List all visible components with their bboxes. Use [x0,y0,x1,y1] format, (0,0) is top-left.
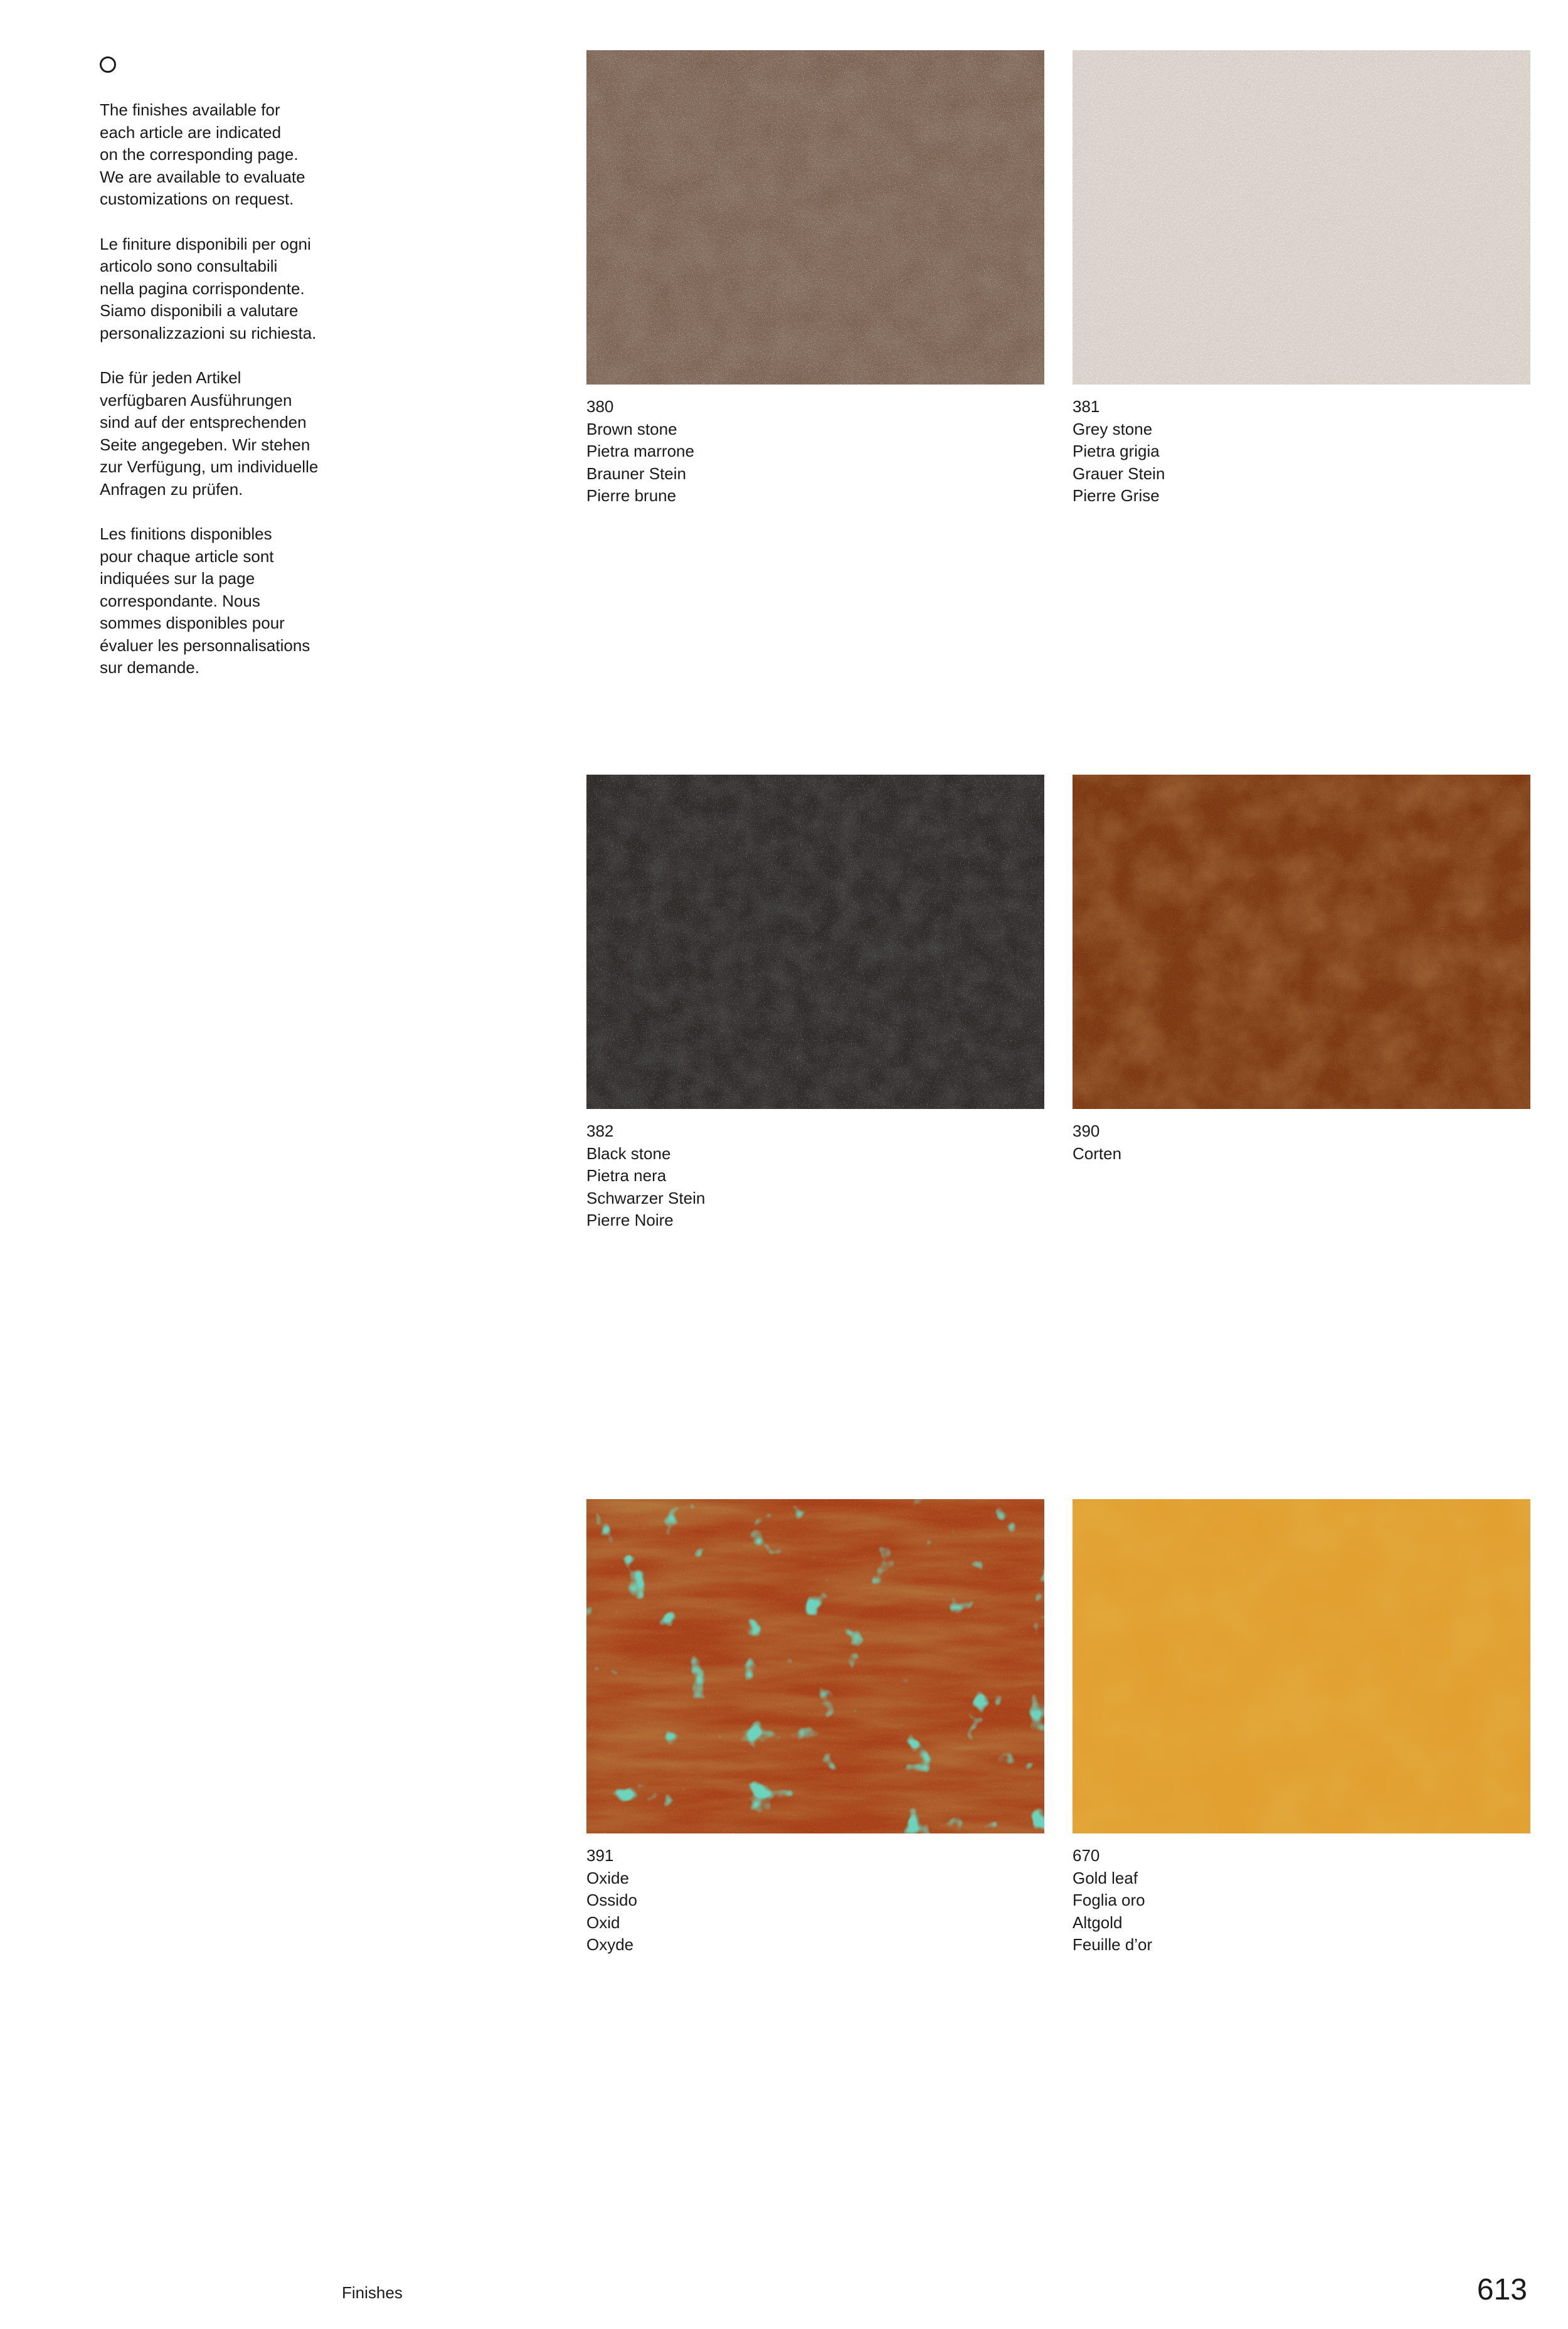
swatch-name-en: Brown stone [586,419,677,438]
swatch-391 [586,1499,1044,1956]
swatch-name-it: Pietra nera [586,1166,667,1185]
swatch-name-fr: Pierre Noire [586,1211,674,1229]
swatch-670 [1073,1499,1530,1956]
swatch-name-fr: Pierre Grise [1073,486,1160,505]
intro-french: Les finitions disponibles pour chaque article sont indiquées sur la page correspondante. Nous sommes disponibles pour évaluer les personnalisations sur demande. [100,524,310,677]
swatch-name-de: Grauer Stein [1073,464,1165,483]
swatch-image-brown-stone [586,50,1044,385]
swatch-name-it: Ossido [586,1891,637,1909]
intro-text [100,99,363,702]
swatch-name-it: Foglia oro [1073,1891,1145,1909]
swatch-382 [586,775,1044,1232]
swatch-name-fr: Feuille d’or [1073,1935,1153,1954]
swatch-name-en: Oxide [586,1868,629,1887]
swatch-name-fr: Pierre brune [586,486,677,505]
swatch-381 [1073,50,1530,507]
swatch-code: 381 [1073,397,1100,416]
swatch-380 [586,50,1044,507]
intro-italian: Le finiture disponibili per ogni articolo sono consultabili nella pagina corrispondente. Siamo disponibili a valutare personalizzazioni su richiesta. [100,234,317,342]
swatch-code: 391 [586,1846,614,1865]
swatch-name-en: Gold leaf [1073,1868,1138,1887]
swatch-code: 670 [1073,1846,1100,1865]
swatch-image-corten [1073,775,1530,1109]
swatch-code: 382 [586,1122,614,1140]
swatch-image-black-stone [586,775,1044,1109]
swatch-name-en: Black stone [586,1143,671,1163]
swatch-name: Corten [1073,1143,1122,1163]
swatch-390 [1073,775,1530,1165]
page-number: 613 [1476,2273,1527,2306]
intro-english: The finishes available for each article are indicated on the corresponding page. We are available to evaluate customizations on request. [100,100,305,208]
circle-icon [100,56,116,73]
swatch-name-de: Oxid [586,1913,620,1932]
swatch-name-it: Pietra marrone [586,442,694,460]
swatch-image-gold-leaf [1073,1499,1530,1833]
swatch-name-de: Brauner Stein [586,464,686,483]
swatch-code: 390 [1073,1122,1100,1140]
intro-german: Die für jeden Artikel verfügbaren Ausführungen sind auf der entsprechenden Seite angegeben. Wir stehen zur Verfügung, um individuelle Anfragen zu prüfen. [100,368,319,499]
swatch-name-fr: Oxyde [586,1935,634,1954]
swatch-name-en: Grey stone [1073,419,1153,438]
swatch-image-oxide [586,1499,1044,1833]
swatch-name-de: Schwarzer Stein [586,1188,706,1207]
swatch-name-de: Altgold [1073,1913,1123,1932]
footer-section-label: Finishes [342,2283,403,2302]
swatch-image-grey-stone [1073,50,1530,385]
swatch-name-it: Pietra grigia [1073,442,1160,460]
swatch-code: 380 [586,397,614,416]
